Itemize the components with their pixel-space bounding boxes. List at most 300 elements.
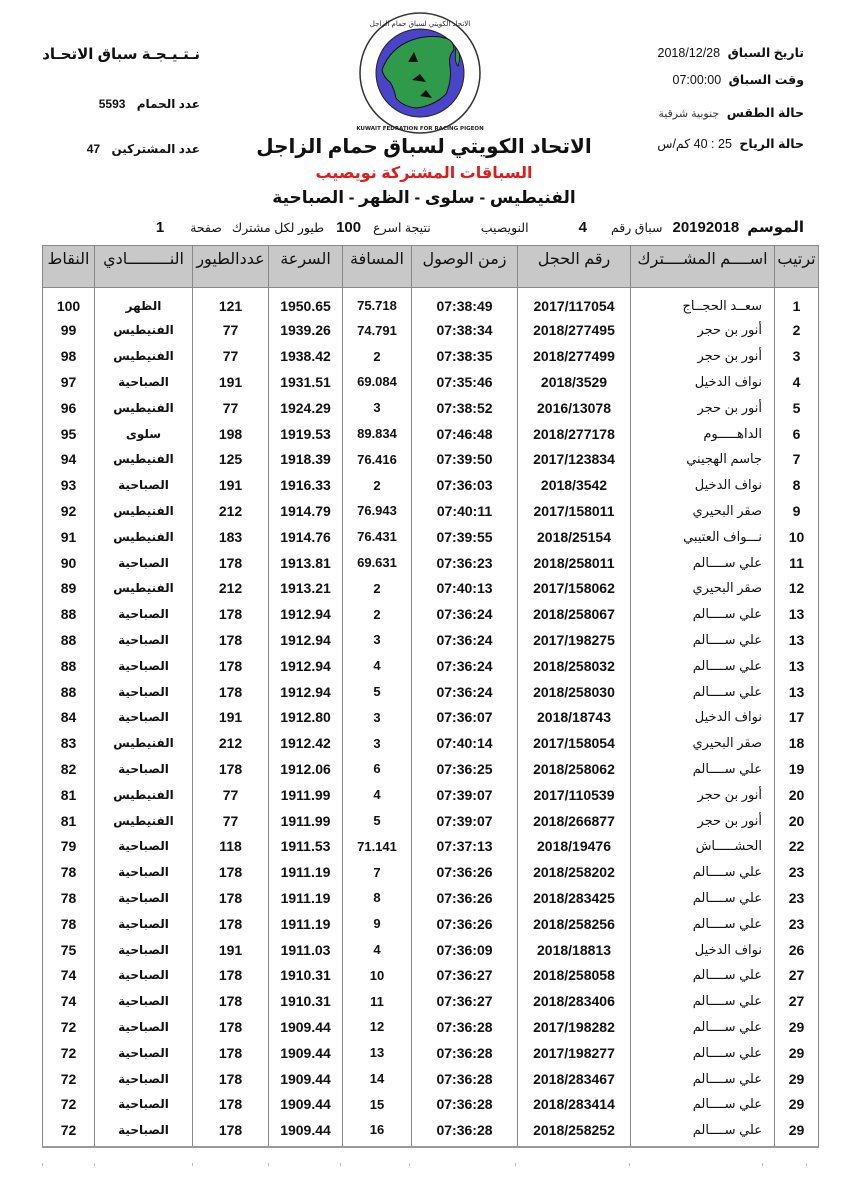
pigeons-count-line bbox=[99, 97, 200, 111]
cell-points: 81 bbox=[43, 782, 95, 808]
table-row bbox=[43, 395, 819, 421]
cell-distance: 11 bbox=[343, 988, 412, 1014]
table-row bbox=[43, 446, 819, 472]
cell-club: الفنيطيس bbox=[95, 782, 193, 808]
cell-points: 94 bbox=[43, 446, 95, 472]
cell-rank: 12 bbox=[775, 575, 819, 601]
cell-club: الظهر bbox=[95, 288, 193, 318]
table-row bbox=[43, 524, 819, 550]
cell-participant-name: أنور بن حجر bbox=[631, 782, 775, 808]
cell-arrival-time: 07:36:09 bbox=[412, 937, 518, 963]
cell-distance: 5 bbox=[343, 808, 412, 834]
footer-guide-marks bbox=[42, 1163, 806, 1167]
cell-rank: 29 bbox=[775, 1091, 819, 1117]
cell-points: 82 bbox=[43, 756, 95, 782]
cell-ring-number: 2018/258256 bbox=[518, 911, 631, 937]
cell-bird-count: 212 bbox=[193, 498, 269, 524]
table-row bbox=[43, 627, 819, 653]
cell-points: 91 bbox=[43, 524, 95, 550]
col-bird-count: عددالطيور bbox=[193, 246, 269, 288]
cell-ring-number: 2018/277499 bbox=[518, 343, 631, 369]
table-row bbox=[43, 1040, 819, 1066]
cell-arrival-time: 07:38:52 bbox=[412, 395, 518, 421]
cell-distance: 3 bbox=[343, 730, 412, 756]
cell-ring-number: 2018/3542 bbox=[518, 472, 631, 498]
cell-distance: 2 bbox=[343, 575, 412, 601]
cell-rank: 1 bbox=[775, 288, 819, 318]
cell-arrival-time: 07:36:28 bbox=[412, 1117, 518, 1147]
cell-club: الصباحية bbox=[95, 704, 193, 730]
cell-bird-count: 212 bbox=[193, 575, 269, 601]
cell-participant-name: جاسم الهجيني bbox=[631, 446, 775, 472]
cell-participant-name: علي ســــالم bbox=[631, 679, 775, 705]
cell-ring-number: 2017/158011 bbox=[518, 498, 631, 524]
cell-bird-count: 178 bbox=[193, 627, 269, 653]
cell-ring-number: 2018/283467 bbox=[518, 1066, 631, 1092]
cell-rank: 29 bbox=[775, 1066, 819, 1092]
result-title: نـتـيـجـة سباق الاتحـاد bbox=[42, 46, 200, 63]
cell-rank: 2 bbox=[775, 318, 819, 344]
cell-distance: 76.416 bbox=[343, 446, 412, 472]
cell-arrival-time: 07:36:27 bbox=[412, 962, 518, 988]
cell-rank: 29 bbox=[775, 1040, 819, 1066]
cell-speed: 1912.06 bbox=[269, 756, 343, 782]
cell-rank: 8 bbox=[775, 472, 819, 498]
cell-arrival-time: 07:40:13 bbox=[412, 575, 518, 601]
cell-club: الصباحية bbox=[95, 756, 193, 782]
cell-club: سلوى bbox=[95, 421, 193, 447]
cell-speed: 1912.80 bbox=[269, 704, 343, 730]
cell-speed: 1911.19 bbox=[269, 859, 343, 885]
race-location: النويصيب bbox=[480, 221, 529, 235]
cell-speed: 1931.51 bbox=[269, 369, 343, 395]
cell-rank: 23 bbox=[775, 885, 819, 911]
cell-club: الصباحية bbox=[95, 1066, 193, 1092]
cell-ring-number: 2018/258067 bbox=[518, 601, 631, 627]
cell-club: الصباحية bbox=[95, 472, 193, 498]
cell-club: الصباحية bbox=[95, 911, 193, 937]
cell-arrival-time: 07:38:34 bbox=[412, 318, 518, 344]
race-time: 07:00:00 bbox=[672, 73, 722, 87]
table-row bbox=[43, 653, 819, 679]
cell-points: 88 bbox=[43, 601, 95, 627]
table-row bbox=[43, 833, 819, 859]
cell-distance: 3 bbox=[343, 704, 412, 730]
cell-bird-count: 118 bbox=[193, 833, 269, 859]
cell-speed: 1910.31 bbox=[269, 962, 343, 988]
cell-club: الفنيطيس bbox=[95, 524, 193, 550]
cell-points: 78 bbox=[43, 911, 95, 937]
table-row bbox=[43, 1014, 819, 1040]
cell-distance: 69.631 bbox=[343, 550, 412, 576]
results-table bbox=[42, 245, 819, 1148]
pigeons-label: عدد الحمام bbox=[136, 97, 200, 111]
cell-club: الصباحية bbox=[95, 369, 193, 395]
table-row bbox=[43, 782, 819, 808]
cell-points: 72 bbox=[43, 1014, 95, 1040]
cell-bird-count: 77 bbox=[193, 343, 269, 369]
cell-points: 88 bbox=[43, 679, 95, 705]
cell-speed: 1911.99 bbox=[269, 808, 343, 834]
cell-rank: 5 bbox=[775, 395, 819, 421]
cell-club: الصباحية bbox=[95, 937, 193, 963]
cell-bird-count: 77 bbox=[193, 808, 269, 834]
cell-rank: 27 bbox=[775, 988, 819, 1014]
col-club: النـــــــــادي bbox=[95, 246, 193, 288]
table-row bbox=[43, 988, 819, 1014]
cell-club: الصباحية bbox=[95, 988, 193, 1014]
cell-points: 93 bbox=[43, 472, 95, 498]
cell-rank: 29 bbox=[775, 1014, 819, 1040]
cell-participant-name: صقر البحيري bbox=[631, 498, 775, 524]
cell-club: الصباحية bbox=[95, 885, 193, 911]
cell-points: 74 bbox=[43, 988, 95, 1014]
cell-ring-number: 2017/158062 bbox=[518, 575, 631, 601]
cell-ring-number: 2018/25154 bbox=[518, 524, 631, 550]
cell-club: الصباحية bbox=[95, 1040, 193, 1066]
cell-club: الصباحية bbox=[95, 627, 193, 653]
cell-speed: 1912.94 bbox=[269, 679, 343, 705]
table-row bbox=[43, 911, 819, 937]
cell-arrival-time: 07:36:23 bbox=[412, 550, 518, 576]
table-row bbox=[43, 1091, 819, 1117]
participants-label: عدد المشتركين bbox=[111, 142, 200, 156]
cell-distance: 69.084 bbox=[343, 369, 412, 395]
cell-distance: 6 bbox=[343, 756, 412, 782]
table-row bbox=[43, 885, 819, 911]
cell-bird-count: 77 bbox=[193, 782, 269, 808]
cell-participant-name: علي ســــالم bbox=[631, 1066, 775, 1092]
race-time-line bbox=[673, 72, 805, 87]
table-row bbox=[43, 472, 819, 498]
page-label: صفحة bbox=[190, 221, 222, 235]
per-participant-label: طيور لكل مشترك bbox=[231, 221, 325, 235]
cell-points: 74 bbox=[43, 962, 95, 988]
cell-points: 75 bbox=[43, 937, 95, 963]
cell-participant-name: علي ســــالم bbox=[631, 653, 775, 679]
cell-bird-count: 125 bbox=[193, 446, 269, 472]
cell-bird-count: 191 bbox=[193, 704, 269, 730]
cell-participant-name: نواف الدخيل bbox=[631, 937, 775, 963]
cell-rank: 9 bbox=[775, 498, 819, 524]
cell-arrival-time: 07:36:03 bbox=[412, 472, 518, 498]
cell-club: الفنيطيس bbox=[95, 343, 193, 369]
cell-arrival-time: 07:36:25 bbox=[412, 756, 518, 782]
race-number: 4 bbox=[578, 219, 587, 236]
cell-speed: 1919.53 bbox=[269, 421, 343, 447]
cell-participant-name: علي ســــالم bbox=[631, 627, 775, 653]
cell-bird-count: 191 bbox=[193, 937, 269, 963]
cell-arrival-time: 07:39:55 bbox=[412, 524, 518, 550]
cell-ring-number: 2018/258058 bbox=[518, 962, 631, 988]
cell-points: 72 bbox=[43, 1040, 95, 1066]
cell-participant-name: علي ســــالم bbox=[631, 1117, 775, 1147]
cell-bird-count: 77 bbox=[193, 318, 269, 344]
cell-bird-count: 77 bbox=[193, 395, 269, 421]
cell-club: الفنيطيس bbox=[95, 575, 193, 601]
table-header-row bbox=[43, 246, 819, 288]
cell-rank: 20 bbox=[775, 808, 819, 834]
col-points: النقاط bbox=[43, 246, 95, 288]
cell-distance: 10 bbox=[343, 962, 412, 988]
cell-bird-count: 178 bbox=[193, 679, 269, 705]
pigeons-count: 5593 bbox=[98, 97, 126, 111]
cell-arrival-time: 07:36:24 bbox=[412, 653, 518, 679]
page-number: 1 bbox=[155, 219, 165, 236]
cell-participant-name: علي ســــالم bbox=[631, 550, 775, 576]
weather-line bbox=[658, 105, 804, 120]
cell-rank: 11 bbox=[775, 550, 819, 576]
cell-rank: 19 bbox=[775, 756, 819, 782]
federation-logo bbox=[350, 10, 490, 140]
cell-ring-number: 2018/3529 bbox=[518, 369, 631, 395]
cell-arrival-time: 07:36:24 bbox=[412, 679, 518, 705]
cell-distance: 76.431 bbox=[343, 524, 412, 550]
cell-speed: 1950.65 bbox=[269, 288, 343, 318]
cell-points: 99 bbox=[43, 318, 95, 344]
cell-club: الفنيطيس bbox=[95, 446, 193, 472]
table-row bbox=[43, 343, 819, 369]
cell-ring-number: 2018/283414 bbox=[518, 1091, 631, 1117]
cell-points: 89 bbox=[43, 575, 95, 601]
cell-participant-name: نواف الدخيل bbox=[631, 472, 775, 498]
logo-english-text: KUWAIT FEDRATION FOR RACING PIGEON bbox=[356, 126, 484, 132]
cell-rank: 6 bbox=[775, 421, 819, 447]
cell-speed: 1912.94 bbox=[269, 627, 343, 653]
cell-club: الصباحية bbox=[95, 1014, 193, 1040]
cell-participant-name: علي ســــالم bbox=[631, 1091, 775, 1117]
weather-label: حالة الطقس bbox=[726, 106, 804, 120]
cell-speed: 1911.53 bbox=[269, 833, 343, 859]
cell-speed: 1909.44 bbox=[269, 1117, 343, 1147]
cell-points: 88 bbox=[43, 653, 95, 679]
cell-distance: 5 bbox=[343, 679, 412, 705]
cell-distance: 2 bbox=[343, 343, 412, 369]
table-row bbox=[43, 288, 819, 318]
cell-bird-count: 178 bbox=[193, 885, 269, 911]
cell-bird-count: 178 bbox=[193, 911, 269, 937]
cell-club: الصباحية bbox=[95, 833, 193, 859]
cell-participant-name: علي ســــالم bbox=[631, 756, 775, 782]
cell-bird-count: 178 bbox=[193, 962, 269, 988]
table-row bbox=[43, 704, 819, 730]
cell-distance: 14 bbox=[343, 1066, 412, 1092]
col-arrival-time: زمن الوصول bbox=[412, 246, 518, 288]
race-date-line bbox=[658, 45, 804, 60]
cell-points: 79 bbox=[43, 833, 95, 859]
cell-distance: 4 bbox=[343, 653, 412, 679]
cell-speed: 1912.42 bbox=[269, 730, 343, 756]
wind-label: حالة الرياح bbox=[739, 137, 804, 151]
cell-arrival-time: 07:37:13 bbox=[412, 833, 518, 859]
cell-bird-count: 191 bbox=[193, 369, 269, 395]
cell-rank: 10 bbox=[775, 524, 819, 550]
cell-speed: 1913.81 bbox=[269, 550, 343, 576]
cell-rank: 18 bbox=[775, 730, 819, 756]
cell-distance: 13 bbox=[343, 1040, 412, 1066]
cell-speed: 1939.26 bbox=[269, 318, 343, 344]
cell-ring-number: 2017/198275 bbox=[518, 627, 631, 653]
cell-arrival-time: 07:38:49 bbox=[412, 288, 518, 318]
cell-ring-number: 2017/117054 bbox=[518, 288, 631, 318]
cell-arrival-time: 07:39:50 bbox=[412, 446, 518, 472]
cell-distance: 89.834 bbox=[343, 421, 412, 447]
cell-speed: 1913.21 bbox=[269, 575, 343, 601]
cell-participant-name: علي ســــالم bbox=[631, 1040, 775, 1066]
table-row bbox=[43, 1066, 819, 1092]
cell-rank: 26 bbox=[775, 937, 819, 963]
cell-speed: 1916.33 bbox=[269, 472, 343, 498]
cell-arrival-time: 07:36:24 bbox=[412, 601, 518, 627]
cell-rank: 4 bbox=[775, 369, 819, 395]
cell-arrival-time: 07:40:14 bbox=[412, 730, 518, 756]
cell-arrival-time: 07:36:24 bbox=[412, 627, 518, 653]
table-row bbox=[43, 962, 819, 988]
cell-distance: 9 bbox=[343, 911, 412, 937]
cell-ring-number: 2018/19476 bbox=[518, 833, 631, 859]
table-row bbox=[43, 318, 819, 344]
table-row bbox=[43, 679, 819, 705]
cell-points: 95 bbox=[43, 421, 95, 447]
cell-rank: 23 bbox=[775, 911, 819, 937]
cell-participant-name: الداهـــــوم bbox=[631, 421, 775, 447]
logo-arabic-text: الاتحاد الكويتي لسباق حمام الزاجل bbox=[369, 20, 471, 28]
cell-club: الفنيطيس bbox=[95, 318, 193, 344]
cell-ring-number: 2018/277495 bbox=[518, 318, 631, 344]
cell-club: الصباحية bbox=[95, 962, 193, 988]
cell-bird-count: 178 bbox=[193, 1066, 269, 1092]
cell-distance: 2 bbox=[343, 601, 412, 627]
cell-ring-number: 2018/258202 bbox=[518, 859, 631, 885]
cell-ring-number: 2018/18813 bbox=[518, 937, 631, 963]
cell-speed: 1914.76 bbox=[269, 524, 343, 550]
cell-participant-name: علي ســــالم bbox=[631, 859, 775, 885]
cell-rank: 7 bbox=[775, 446, 819, 472]
cell-rank: 13 bbox=[775, 653, 819, 679]
cell-participant-name: أنور بن حجر bbox=[631, 343, 775, 369]
season-label: الموسم bbox=[747, 219, 804, 236]
cell-participant-name: الحشـــــاش bbox=[631, 833, 775, 859]
cell-points: 78 bbox=[43, 859, 95, 885]
cell-points: 98 bbox=[43, 343, 95, 369]
cell-ring-number: 2018/277178 bbox=[518, 421, 631, 447]
federation-title: الاتحاد الكويتي لسباق حمام الزاجل bbox=[256, 136, 592, 158]
cell-arrival-time: 07:36:28 bbox=[412, 1014, 518, 1040]
cell-bird-count: 178 bbox=[193, 653, 269, 679]
table-row bbox=[43, 601, 819, 627]
table-row bbox=[43, 575, 819, 601]
cell-speed: 1909.44 bbox=[269, 1066, 343, 1092]
cell-ring-number: 2018/258032 bbox=[518, 653, 631, 679]
cell-club: الفنيطيس bbox=[95, 395, 193, 421]
cell-club: الصباحية bbox=[95, 601, 193, 627]
cell-distance: 3 bbox=[343, 395, 412, 421]
cell-arrival-time: 07:39:07 bbox=[412, 808, 518, 834]
cell-participant-name: علي ســــالم bbox=[631, 601, 775, 627]
cell-points: 72 bbox=[43, 1066, 95, 1092]
cell-speed: 1909.44 bbox=[269, 1091, 343, 1117]
cell-club: الفنيطيس bbox=[95, 808, 193, 834]
cell-participant-name: صقر البحيري bbox=[631, 730, 775, 756]
cell-distance: 7 bbox=[343, 859, 412, 885]
cell-club: الصباحية bbox=[95, 679, 193, 705]
cell-distance: 8 bbox=[343, 885, 412, 911]
cell-speed: 1911.19 bbox=[269, 911, 343, 937]
col-rank: ترتيب bbox=[775, 246, 819, 288]
cell-participant-name: نـــواف العتيبي bbox=[631, 524, 775, 550]
cell-arrival-time: 07:36:28 bbox=[412, 1066, 518, 1092]
cell-participant-name: علي ســــالم bbox=[631, 885, 775, 911]
col-speed: السرعة bbox=[269, 246, 343, 288]
cell-club: الصباحية bbox=[95, 1117, 193, 1147]
cell-participant-name: صقر البحيري bbox=[631, 575, 775, 601]
cell-rank: 13 bbox=[775, 601, 819, 627]
cell-arrival-time: 07:36:28 bbox=[412, 1040, 518, 1066]
cell-distance: 2 bbox=[343, 472, 412, 498]
cell-participant-name: علي ســــالم bbox=[631, 988, 775, 1014]
cell-arrival-time: 07:36:27 bbox=[412, 988, 518, 1014]
cell-distance: 71.141 bbox=[343, 833, 412, 859]
cell-bird-count: 191 bbox=[193, 472, 269, 498]
race-time-label: وقت السباق bbox=[728, 73, 804, 87]
cell-arrival-time: 07:36:07 bbox=[412, 704, 518, 730]
cell-arrival-time: 07:46:48 bbox=[412, 421, 518, 447]
table-row bbox=[43, 369, 819, 395]
cell-ring-number: 2018/266877 bbox=[518, 808, 631, 834]
cell-ring-number: 2018/283406 bbox=[518, 988, 631, 1014]
result-count: 100 bbox=[336, 219, 362, 236]
cell-club: الصباحية bbox=[95, 550, 193, 576]
cell-participant-name: علي ســــالم bbox=[631, 911, 775, 937]
cell-bird-count: 121 bbox=[193, 288, 269, 318]
cell-bird-count: 178 bbox=[193, 550, 269, 576]
cell-distance: 3 bbox=[343, 627, 412, 653]
cell-speed: 1911.03 bbox=[269, 937, 343, 963]
cell-ring-number: 2017/123834 bbox=[518, 446, 631, 472]
cell-participant-name: أنور بن حجر bbox=[631, 395, 775, 421]
cell-arrival-time: 07:39:07 bbox=[412, 782, 518, 808]
cell-participant-name: علي ســــالم bbox=[631, 962, 775, 988]
table-row bbox=[43, 730, 819, 756]
cell-bird-count: 178 bbox=[193, 1014, 269, 1040]
cell-rank: 20 bbox=[775, 782, 819, 808]
cell-distance: 75.718 bbox=[343, 288, 412, 318]
cell-rank: 13 bbox=[775, 679, 819, 705]
cell-speed: 1924.29 bbox=[269, 395, 343, 421]
cell-arrival-time: 07:40:11 bbox=[412, 498, 518, 524]
cell-participant-name: أنور بن حجر bbox=[631, 808, 775, 834]
cell-speed: 1909.44 bbox=[269, 1014, 343, 1040]
cell-bird-count: 178 bbox=[193, 756, 269, 782]
cell-ring-number: 2018/258030 bbox=[518, 679, 631, 705]
cell-ring-number: 2018/18743 bbox=[518, 704, 631, 730]
table-row bbox=[43, 550, 819, 576]
cell-points: 72 bbox=[43, 1091, 95, 1117]
cell-arrival-time: 07:36:26 bbox=[412, 859, 518, 885]
season-value: 20192018 bbox=[672, 219, 740, 236]
cell-arrival-time: 07:36:26 bbox=[412, 911, 518, 937]
cell-ring-number: 2016/13078 bbox=[518, 395, 631, 421]
cell-points: 100 bbox=[43, 288, 95, 318]
cell-distance: 4 bbox=[343, 937, 412, 963]
cell-ring-number: 2017/198277 bbox=[518, 1040, 631, 1066]
cell-speed: 1914.79 bbox=[269, 498, 343, 524]
col-participant-name: اســــم المشــــترك bbox=[631, 246, 775, 288]
col-distance: المسافة bbox=[343, 246, 412, 288]
cell-speed: 1909.44 bbox=[269, 1040, 343, 1066]
cell-speed: 1910.31 bbox=[269, 988, 343, 1014]
results-table-container bbox=[42, 245, 816, 1148]
